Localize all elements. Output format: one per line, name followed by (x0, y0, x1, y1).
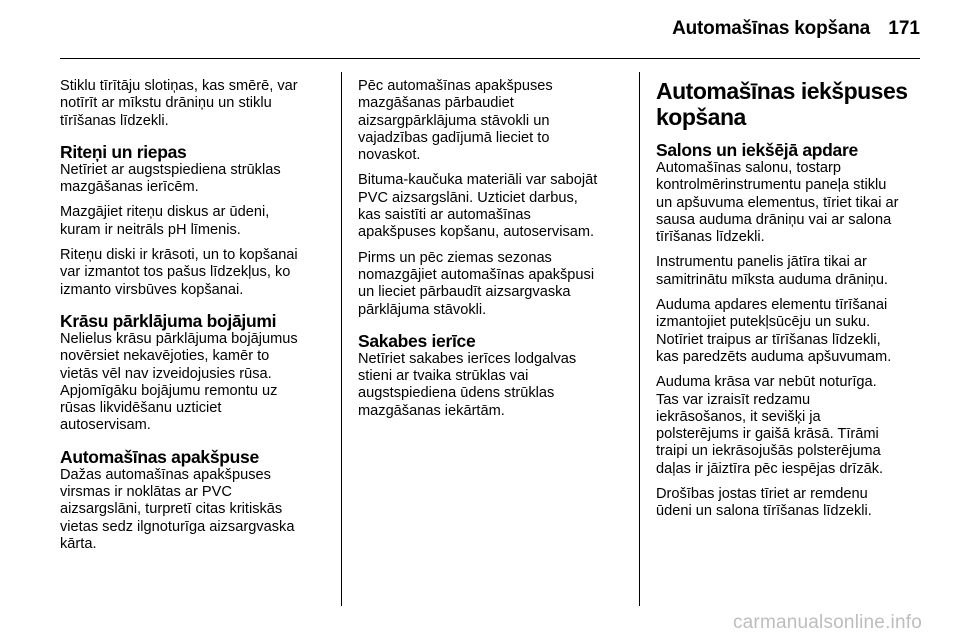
paragraph: Dažas automašīnas apakšpuses virsmas ir noklātas ar PVC aizsargslāni, turpretī citas kritiskās vietas sedz ilgnoturīga aizsargvaska kārta. (60, 466, 295, 552)
header-rule (60, 58, 920, 59)
page-number: 171 (888, 18, 920, 39)
watermark: carmanualsonline.info (732, 612, 922, 633)
paragraph: Bituma-kaučuka materiāli var sabojāt PVC aizsargslāni. Uzticiet darbus, kas saistīti ar automašīnas apakšpuses kopšanu, autoservisam. (358, 172, 598, 241)
main-heading-interior-care: Automašīnas iekšpuses kopšana (656, 78, 908, 130)
column-divider-1 (341, 72, 342, 606)
section-heading-towing-device: Sakabes ierīce (358, 330, 476, 351)
paragraph: Auduma krāsa var nebūt noturīga. Tas var izraisīt redzamu iekrāsošanos, it sevišķi ja polsterējums ir gaišā krāsā. Tīrāmi traipi un iekrāsojušās polsterējuma daļas ir jāiztīra pēc iespējas drīzāk. (656, 374, 884, 477)
chapter-title: Automašīnas kopšana (672, 18, 870, 39)
paragraph: Riteņu diski ir krāsoti, un to kopšanai var izmantot tos pašus līdzekļus, ko izmanto virsbūves kopšanai. (60, 247, 298, 298)
column-1 (60, 78, 332, 561)
paragraph: Mazgājiet riteņu diskus ar ūdeni, kuram ir neitrāls pH līmenis. (60, 204, 270, 238)
intro-paragraph: Stiklu tīrītāju slotiņas, kas smērē, var notīrīt ar mīkstu drāniņu un stiklu tīrīšanas līdzekli. (60, 78, 298, 129)
paragraph: Instrumentu panelis jātīra tikai ar samitrinātu mīksta auduma drāniņu. (656, 254, 888, 288)
paragraph: Netīriet sakabes ierīces lodgalvas stieni ar tvaika strūklas vai augstspiediena ūdens strūklas mazgāšanas iekārtām. (358, 350, 577, 419)
section-heading-paint-damage: Krāsu pārklājuma bojājumi (60, 310, 277, 331)
paragraph: Nelielus krāsu pārklājuma bojājumus novērsiet nekavējoties, kamēr to vietās vēl nav izveidojusies rūsa. Apjomīgāku bojājumu remontu uz rūsas likvidēšanu uzticiet autoservisam. (60, 330, 298, 434)
paragraph: Pēc automašīnas apakšpuses mazgāšanas pārbaudiet aizsargpārklājuma stāvokli un vajadzības gadījumā lieciet to novaskot. (358, 78, 553, 164)
section-heading-wheels-tyres: Riteņi un riepas (60, 141, 187, 162)
section-heading-underbody: Automašīnas apakšpuse (60, 446, 259, 467)
page-header (0, 0, 960, 58)
column-divider-2 (639, 72, 640, 606)
column-3 (656, 78, 928, 529)
paragraph: Automašīnas salonu, tostarp kontrolmērinstrumentu paneļa stiklu un apšuvuma elementus, tīriet tikai ar sausa auduma drāniņu vai ar salona tīrīšanas līdzekli. (656, 160, 899, 246)
section-heading-interior-trim: Salons un iekšējā apdare (656, 140, 858, 160)
column-2 (358, 78, 630, 428)
paragraph: Netīriet ar augstspiediena strūklas mazgāšanas ierīcēm. (60, 161, 281, 196)
paragraph: Pirms un pēc ziemas sezonas nomazgājiet automašīnas apakšpusi un lieciet pārbaudīt aizsargvaska pārklājuma stāvokli. (358, 249, 595, 318)
paragraph: Auduma apdares elementu tīrīšanai izmantojiet putekļsūcēju un suku. Notīriet traipus ar tīrīšanas līdzekli, kas paredzēts auduma apšuvumam. (656, 297, 892, 365)
paragraph: Drošības jostas tīriet ar remdenu ūdeni un salona tīrīšanas līdzekli. (656, 486, 872, 520)
